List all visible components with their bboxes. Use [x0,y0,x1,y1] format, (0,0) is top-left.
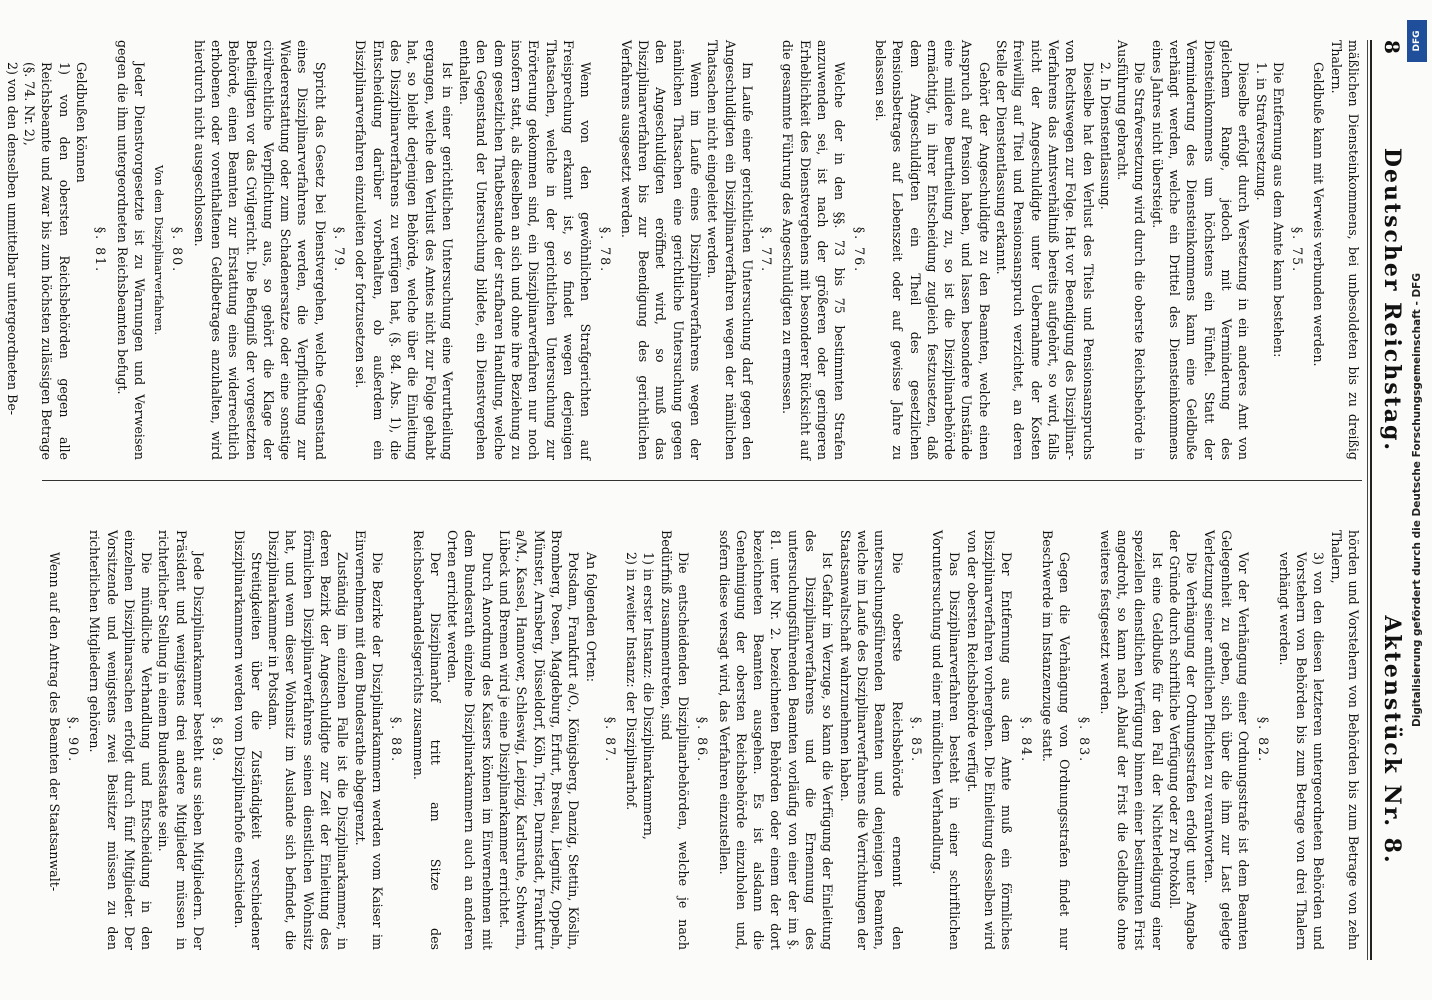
section-heading: §. 87. [602,716,618,764]
paragraph: Die mündliche Verhandlung und Entscheidung in den einzelnen Disziplinarsachen erfolgt durch fünf Mitglieder. Der Vorsitzende und wenigstens zwei Beisitzer müssen zu den richterlichen Mitgliedern gehören. [87,530,155,950]
paragraph: Gehört der Angeschuldigte zu den Beamten, welche einen Anspruch auf Pension haben, und lassen besondere Umstände eine mildere Beurtheilung zu, so ist die Disziplinarbehörde ermächtigt, in ihrer Entscheidung zugleich festzusetzen, daß dem Angeschuldigten ein Theil des gesetzlichen Pensionsbetrages auf Lebenszeit oder auf gewisse Jahre zu belassen sei. [872,40,992,460]
section-heading: §. 84. [1018,716,1034,764]
section-heading: §. 86. [695,716,711,764]
paragraph: Das Disziplinarverfahren besteht in einer schriftlichen Voruntersuchung und einer mündlichen Verhandlung. [930,530,963,950]
section-heading: §. 85. [908,716,924,764]
paragraph: Im Laufe einer gerichtlichen Untersuchung darf gegen den Angeschuldigten ein Disziplinarverfahren wegen der nämlichen Thatsachen nicht eingeleitet werden. [705,40,755,460]
paragraph: Jeder Dienstvorgesetzte ist zu Warnungen und Verweisen gegen die ihm untergeordneten Reichsbeamten befugt. [114,40,147,460]
paragraph: Ist Gefahr im Verzuge, so kann die Verfügung der Einleitung des Disziplinarverfahrens und die Ernennung des untersuchungsführenden Beamten vorläufig von einer der im §. 81. unter Nr. 2. bezeichneten Behörden oder einem der dort bezeichneten Beamten ausgehen. Es ist alsdann die Genehmigung der obersten Reichsbehörde einzuholen und, sofern diese versagt wird, das Verfahren einzustellen. [716,530,836,950]
section-heading: §. 88. [389,716,405,764]
paragraph: Der Entfernung aus dem Amte muß ein förmliches Disziplinarverfahren vorhergehen. Die Einleitung desselben wird von der obersten Reichsbehörde verfügt. [964,530,1015,950]
list-item: 1) in erster Instanz: die Disziplinarkammern, [641,552,657,840]
list-item: 2) in zweiter Instanz: der Disziplinarhof. [624,552,640,811]
paragraph: Geldbußen können [73,62,89,183]
paragraph: mäßlichen Diensteinkommens, bei unbesoldeten bis zu dreißig Thalern. [1328,40,1361,460]
section-heading: §. 77. [759,226,775,274]
paragraph: Ist in einer gerichtlichen Untersuchung eine Verurtheilung ergangen, welche den Verlust des Amtes nicht zur Folge gehabt hat, so bleibt derjenigen Behörde, welche über die Einleitung des Disziplinarverfahrens zu verfügen hat, (§. 84. Abs. 1), die Entscheidung darüber vorbehalten, ob außerdem ein Disziplinarverfahren einzuleiten oder fortzusetzen sei. [353,40,455,460]
paragraph: Gegen die Verhängung von Ordnungsstrafen findet nur Beschwerde im Instanzenzuge statt. [1039,530,1073,950]
paragraph: Die oberste Reichsbehörde ernennt den untersuchungsführenden Beamten und denjenigen Beamten, welche im Laufe des Disziplinarverfahrens die Verrichtungen der Staatsanwaltschaft wahrzunehmen haben. [837,530,905,950]
paragraph: Zuständig im einzelnen Falle ist die Disziplinarkammer, in deren Bezirk der Angeschuldigte zur Zeit der Einleitung des förmlichen Disziplinarverfahrens seinen dienstlichen Wohnsitz hat, und wenn dieser Wohnsitz im Auslande sich befindet, die Disziplinarkammer in Potsdam. [266,530,351,950]
paragraph: Dieselbe hat den Verlust des Titels und Pensionsanspruchs von Rechtswegen zur Folge. Hat vor Beendigung des Disziplinar-Verfahrens das Amtsverhältniß bereits aufgehört, so wird, falls nicht der Angeschuldigte unter Uebernahme der Kosten freiwillig auf Titel und Pensionsanspruch verzichtet, an deren Stelle der Dienstentlassung erkannt. [994,40,1096,460]
digitization-sidebar [1405,20,1429,980]
list-item: 1) von den obersten Reichsbehörden gegen alle Reichsbeamte und zwar bis zum höchsten zulässigen Betrage (§. 74. Nr. 2), [22,62,72,460]
paragraph: Der Disziplinarhof tritt am Sitze des Reichsoberhandelsgerichts zusammen. [410,530,443,950]
section-heading: §. 89. [210,716,226,764]
paragraph: Wenn auf den Antrag des Beamten der Staatsanwalt- [46,552,62,892]
page-number: 8 [1380,40,1404,54]
section-heading: §. 75. [1290,226,1306,274]
paragraph: hörden und Vorstehern von Behörden bis zum Betrage von zehn Thalern, [1328,530,1361,950]
paragraph: Streitigkeiten über die Zuständigkeit verschiedener Disziplinarkammern werden vom Disziplinarhofe entschieden. [231,530,264,950]
header-rule [1367,40,1368,960]
list-item: 2) von den denselben unmittelbar untergeordneten Be- [4,62,20,416]
column-divider [42,480,1362,481]
section-heading: §. 81. [93,226,109,274]
dfg-logo: DFG [1407,20,1427,62]
paragraph: Jede Disziplinarkammer besteht aus sieben Mitgliedern. Der Präsident und wenigstens drei andere Mitglieder müssen in richterlicher Stellung in einem Bundesstaate sein. [156,530,206,950]
section-heading: §. 79. [332,226,348,274]
paragraph: Potsdam, Frankfurt a/O., Königsberg, Danzig, Stettin, Köslin, Bromberg, Posen, Magdeburg, Erfurt, Breslau, Liegnitz, Oppeln, Münster, Arnsberg, Düsseldorf, Köln, Trier, Darmstadt, Frankfurt a/M., Kassel, Hannover, Schleswig, Leipzig, Karlsruhe, Schwerin, Lübeck und Bremen wird je eine Disziplinarkammer errichtet. [497,530,582,950]
paragraph: 1. in Strafversetzung. [1253,62,1269,201]
paragraph: Die Strafversetzung wird durch die oberste Reichsbehörde in Ausführung gebracht. [1115,40,1148,460]
paragraph: Wenn im Laufe eines Disziplinarverfahrens wegen der nämlichen Thatsachen eine gerichtliche Untersuchung gegen den Angeschuldigten eröffnet wird, so muß das Disziplinarverfahren bis zur Beendigung des gerichtlichen Verfahrens ausgesetzt werden. [618,40,704,460]
left-running-title: Deutscher Reichstag. [1379,147,1405,453]
section-heading: §. 90. [65,716,81,764]
section-heading: §. 80. [170,226,186,274]
list-item: 3) von den diesen letzteren untergeordneten Behörden und Vorstehern von Behörden bis zum Betrage von drei Thalern verhängt werden. [1276,552,1327,950]
section-heading: §. 76. [851,226,867,274]
paragraph: Wenn von den gewöhnlichen Strafgerichten auf Freisprechung erkannt ist, so findet wegen derjenigen Thatsachen, welche in der gerichtlichen Untersuchung zur Erörterung gekommen sind, ein Disziplinarverfahren nur noch insofern statt, als dieselben an sich und ohne ihre Beziehung zu dem gesetzlichen Thatbestande der strafbaren Handlung, welche den Gegenstand der Untersuchung bildete, ein Dienstvergehen enthalten. [457,40,594,460]
subsection-title: Von dem Disziplinarverfahren. [152,165,166,335]
paragraph: Dieselbe erfolgt durch Versetzung in ein anderes Amt von gleichem Range, jedoch mit Verminderung des Diensteinkommens um höchstens ein Fünftel. Statt der Verminderung des Diensteinkommens kann eine Geldbuße verhängt werden, welche ein Drittel des Diensteinkommens eines Jahres nicht übersteigt. [1149,40,1252,460]
section-heading: §. 83. [1076,716,1092,764]
digitization-note: Digitalisierung gefördert durch die Deutsche Forschungsgemeinschaft - DFG [1411,273,1423,727]
section-heading: §. 82. [1255,716,1271,764]
right-text-column [32,530,1362,950]
paragraph: Die entscheidenden Disziplinarbehörden, welche je nach Bedürfniß zusammentreten, sind [658,530,692,950]
paragraph: Vor der Verhängung einer Ordnungsstrafe ist dem Beamten Gelegenheit zu geben, sich über die ihm zur Last gelegte Verletzung seiner amtlichen Pflichten zu verantworten. [1201,530,1252,950]
right-running-title: Aktenstück Nr. 8. [1379,615,1405,865]
paragraph: Die Bezirke der Disziplinarkammern werden vom Kaiser im Einvernehmen mit dem Bundesrathe abgegrenzt. [352,530,385,950]
section-heading: §. 78. [597,226,613,274]
paragraph: Ist eine Geldbuße für den Fall der Nichterledigung einer speziellen dienstlichen Verfügung binnen einer bestimmten Frist angedroht, so kann nach Ablauf der Frist die Geldbuße ohne weiteres festgesetzt werden. [1097,530,1165,950]
paragraph: Die Verhängung der Ordnungsstrafen erfolgt unter Angabe der Gründe durch schriftliche Verfügung oder zu Protokoll. [1167,530,1200,950]
paragraph: Welche der in den §§. 73 bis 75 bestimmten Strafen anzuwenden sei, ist nach der größeren oder geringeren Erheblichkeit des Dienstvergehens mit besonderer Rücksicht auf die gesammte Führung des Angeschuldigten zu ermessen. [780,40,848,460]
paragraph: Durch Anordnung des Kaisers können im Einvernehmen mit dem Bundesrath einzelne Disziplinarkammern auch an anderen Orten errichtet werden. [445,530,495,950]
paragraph: Die Entfernung aus dem Amte kann bestehen: [1270,62,1286,358]
paragraph: 2. In Dienstentlassung. [1097,62,1113,210]
paragraph: An folgenden Orten: [583,552,599,682]
paragraph: Spricht das Gesetz bei Dienstvergehen, welche Gegenstand eines Disziplinarverfahrens werden, die Verpflichtung zur Wiedererstattung oder zum Schadenersatze oder eine sonstige civilrechtliche Verpflichtung aus, so gehört die Klage der Betheiligten vor das Civilgericht. Die Befugniß der vorgesetzten Behörde, einen Beamten zur Erstattung eines widerrechtlich erhobenen oder vorenthaltenen Geldbetrages anzuhalten, wird hierdurch nicht ausgeschlossen. [191,40,328,460]
left-text-column [4,40,1362,460]
paragraph: Geldbuße kann mit Verweis verbunden werden. [1311,62,1327,367]
